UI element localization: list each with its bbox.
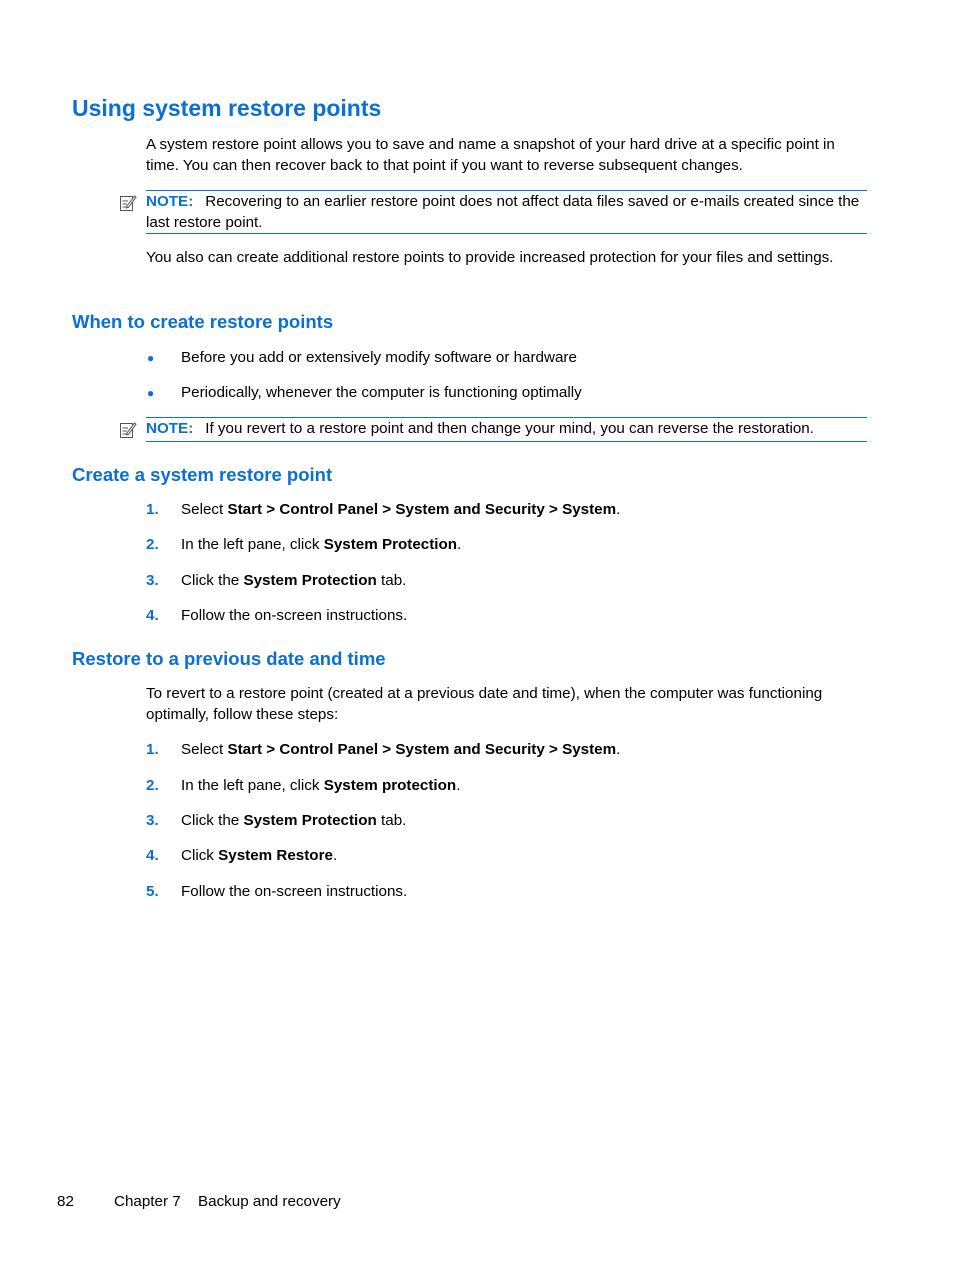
page-title: Using system restore points: [72, 95, 382, 121]
list-item: 4. Click System Restore.: [146, 847, 338, 864]
list-item: 3. Click the System Protection tab.: [146, 572, 407, 589]
note-label: NOTE:: [146, 420, 194, 437]
list-item: ● Periodically, whenever the computer is functioning optimally: [146, 382, 582, 404]
bullet-icon: ●: [147, 351, 155, 365]
note-box: [146, 417, 867, 442]
list-item: 5. Follow the on-screen instructions.: [146, 883, 408, 900]
restore-intro-paragraph: To revert to a restore point (created at a previous date and time), when the computer was functioning optimally, follow these steps:: [146, 685, 823, 724]
bullet-icon: ●: [147, 386, 155, 400]
section-heading-create: Create a system restore point: [72, 464, 333, 485]
list-item: 2. In the left pane, click System protection.: [146, 777, 461, 794]
footer-chapter: Chapter 7: [114, 1193, 181, 1210]
note-pencil-icon: [118, 420, 138, 440]
note-text: If you revert to a restore point and then change your mind, you can reverse the restoration.: [205, 420, 814, 437]
note-pencil-icon: [118, 193, 138, 213]
intro-paragraph: A system restore point allows you to save and name a snapshot of your hard drive at a specific point in time. You can then recover back to that point if you want to reverse subsequent changes.: [146, 136, 835, 175]
list-item: 2. In the left pane, click System Protection.: [146, 536, 462, 553]
section-heading-when: When to create restore points: [72, 311, 334, 332]
footer-chapter-title: Backup and recovery: [198, 1193, 341, 1210]
list-item: ● Before you add or extensively modify software or hardware: [146, 347, 577, 369]
section-heading-restore: Restore to a previous date and time: [72, 648, 386, 669]
note-text: Recovering to an earlier restore point does not affect data files saved or e-mails created since the last restore point.: [146, 193, 860, 231]
note-label: NOTE:: [146, 193, 194, 210]
list-item: 1. Select Start > Control Panel > System and Security > System.: [146, 741, 621, 758]
page-number: 82: [57, 1193, 74, 1210]
list-item: 4. Follow the on-screen instructions.: [146, 607, 408, 624]
additional-restore-paragraph: You also can create additional restore points to provide increased protection for your files and settings.: [146, 249, 834, 266]
list-item: 1. Select Start > Control Panel > System and Security > System.: [146, 501, 621, 518]
note-box: [146, 190, 867, 234]
list-item: 3. Click the System Protection tab.: [146, 812, 407, 829]
